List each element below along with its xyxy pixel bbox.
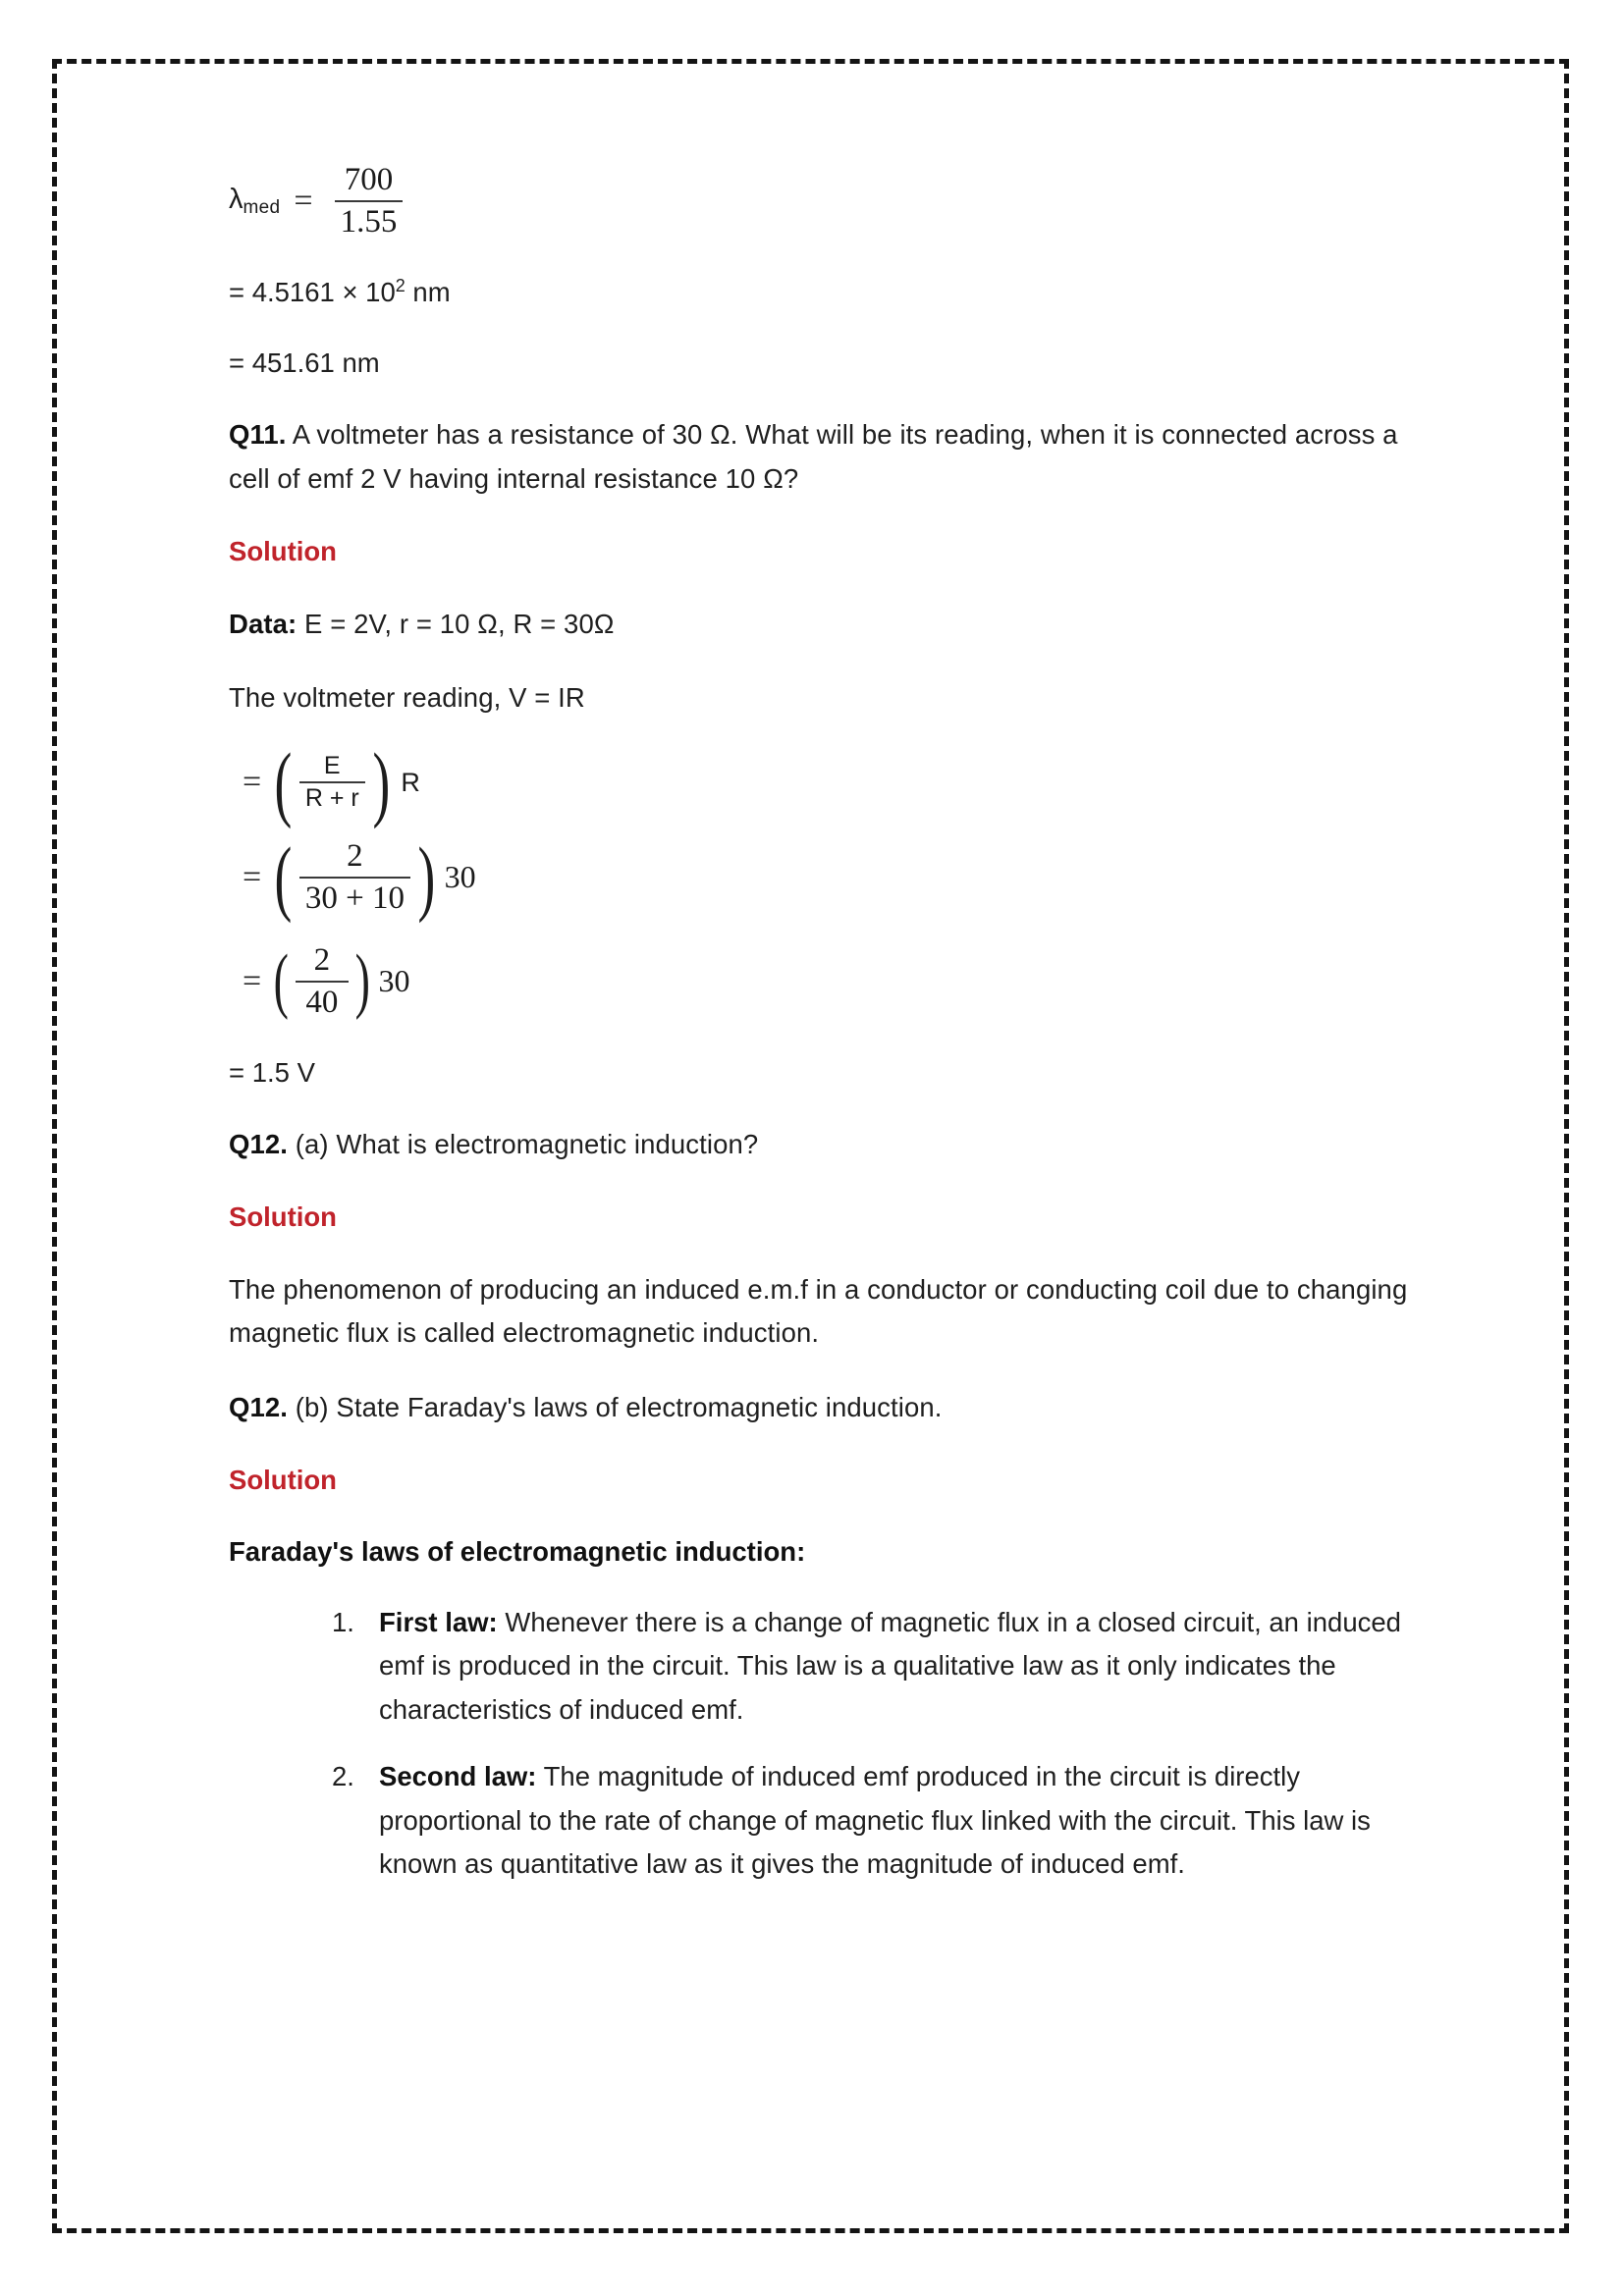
faraday-laws-list — [229, 1601, 1441, 1887]
voltmeter-reading-line: The voltmeter reading, V = IR — [229, 682, 585, 714]
equals-sign: = — [243, 858, 262, 895]
fraction-denominator: 40 — [305, 984, 339, 1020]
data-values: E = 2V, r = 10 Ω, R = 30Ω — [297, 608, 615, 639]
question-q12a — [229, 1123, 1441, 1167]
result-scientific-notation — [229, 272, 1441, 312]
multiplier-30: 30 — [378, 963, 410, 999]
fraction-numerator: 2 — [347, 837, 363, 874]
lambda-med-symbol: $\lambda_{med}$ — [229, 183, 281, 218]
equation-reduced-fraction — [229, 940, 1441, 1023]
left-parenthesis: ( — [274, 734, 293, 829]
list-item — [332, 1755, 1441, 1887]
list-item — [332, 1601, 1441, 1733]
question-q12b-label: Q12. — [229, 1391, 289, 1422]
fraction-numerator: E — [323, 751, 341, 779]
equals-sign: = — [294, 182, 313, 219]
spacer — [229, 1044, 1441, 1052]
equation-wavelength-fraction — [229, 160, 1441, 242]
fraction-denominator: 1.55 — [340, 203, 398, 240]
question-q12a-label: Q12. — [229, 1128, 289, 1159]
question-q11-text: A voltmeter has a resistance of 30 Ω. What will be its reading, when it is connected across a cell of emf 2 V having internal resistance 10 Ω? — [229, 419, 1398, 494]
fraction-numerator: 700 — [344, 162, 394, 197]
fraction-2-over-40 — [288, 940, 356, 1023]
right-parenthesis: ) — [354, 939, 370, 1021]
result-exponent: 2 — [395, 275, 406, 295]
solution-heading-q12b: Solution — [229, 1465, 337, 1496]
result-plain-value: = 451.61 nm — [229, 347, 380, 379]
fraction-e-over-r-plus-r — [292, 751, 373, 815]
document-content — [229, 160, 1441, 1910]
result-unit: nm — [405, 276, 451, 307]
left-parenthesis: ( — [273, 939, 290, 1021]
equation-symbolic-form — [229, 734, 1441, 829]
law-name: Second law: — [379, 1761, 537, 1792]
solution-heading-q12a: Solution — [229, 1201, 337, 1233]
solution-heading-q11: Solution — [229, 536, 337, 567]
law-text: Whenever there is a change of magnetic flux in a closed circuit, an induced emf is produced in the circuit. This law is a qualitative law as it only indicates the characteristics of induced emf. — [379, 1606, 1401, 1725]
fraction-numerator: 2 — [313, 941, 331, 978]
question-q12a-text: (a) What is electromagnetic induction? — [288, 1128, 759, 1159]
right-parenthesis: ) — [417, 829, 436, 925]
q11-data-line — [229, 603, 1441, 647]
left-parenthesis: ( — [274, 829, 293, 925]
question-q11-label: Q11. — [229, 419, 287, 451]
result-scientific-prefix: = 4.5161 × 10 — [229, 276, 396, 307]
question-q12b-text: (b) State Faraday's laws of electromagnetic induction. — [288, 1391, 943, 1422]
multiplier-30: 30 — [444, 859, 476, 895]
equation-substituted-values — [229, 829, 1441, 925]
question-q12b — [229, 1386, 1441, 1430]
dashed-page-border — [52, 59, 1569, 2233]
fraction-2-over-30-plus-10 — [292, 836, 418, 919]
fraction-denominator: 30 + 10 — [304, 880, 405, 916]
law-text: The magnitude of induced emf produced in the circuit is directly proportional to the rate of change of magnetic flux linked with the circuit. This law is known as quantitative law as it gives the magnitude of induced emf. — [379, 1761, 1371, 1880]
fraction-denominator: R + r — [304, 784, 359, 813]
data-label: Data: — [229, 608, 298, 639]
equals-sign: = — [243, 962, 262, 999]
law-name: First law: — [379, 1606, 498, 1637]
fraction-700-over-155 — [327, 160, 411, 242]
multiplier-r: R — [401, 767, 420, 797]
q12a-answer: The phenomenon of producing an induced e.m.f in a conductor or conducting coil due to changing magnetic flux is called electromagnetic induction. — [229, 1273, 1408, 1349]
final-answer-voltage: = 1.5 V — [229, 1056, 315, 1088]
faraday-laws-heading: Faraday's laws of electromagnetic induction: — [229, 1535, 806, 1567]
spacer — [229, 264, 1441, 272]
question-q11 — [229, 413, 1441, 501]
equals-sign: = — [243, 764, 262, 801]
right-parenthesis: ) — [372, 734, 390, 829]
